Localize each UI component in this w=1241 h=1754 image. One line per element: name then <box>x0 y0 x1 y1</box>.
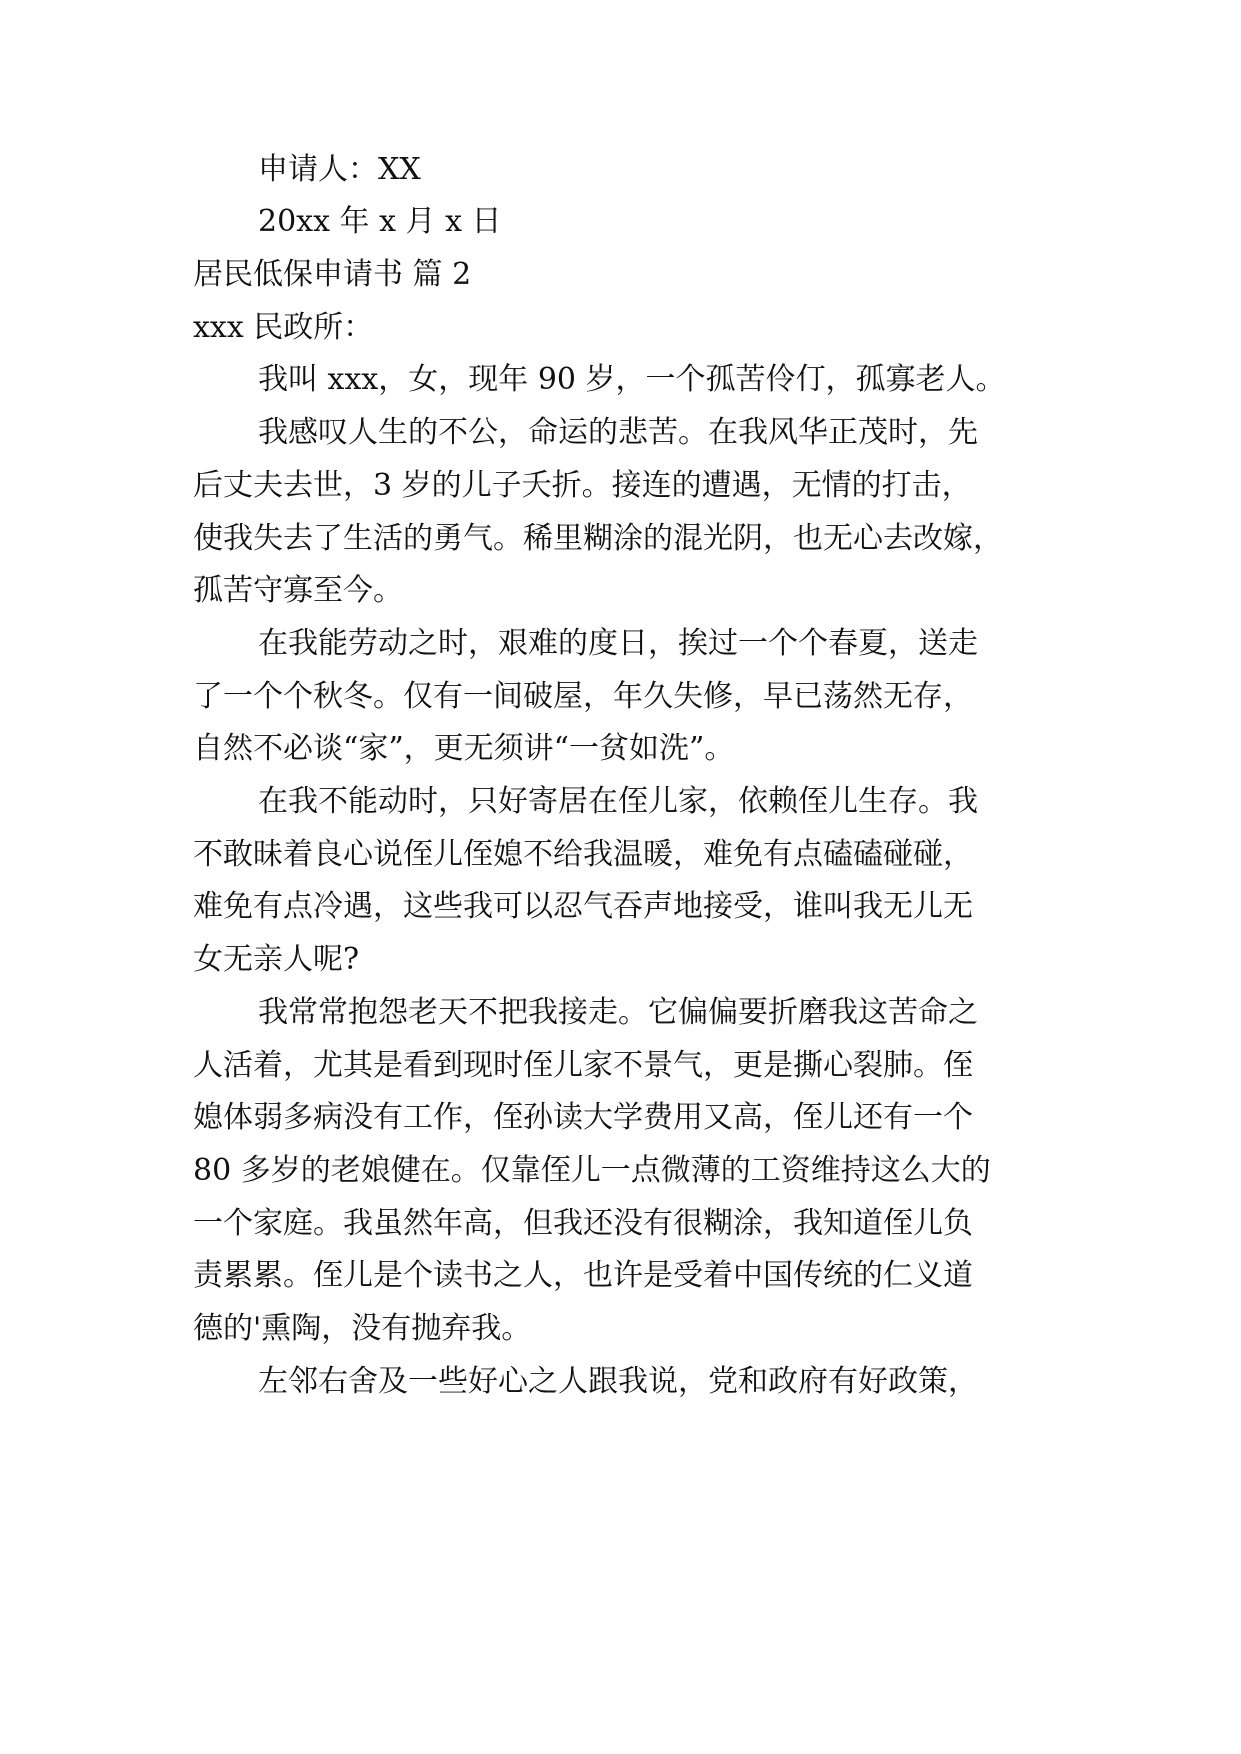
section-heading: 居民低保申请书 篇 2 <box>193 257 472 292</box>
paragraph-line: 责累累。侄儿是个读书之人，也许是受着中国传统的仁义道 <box>193 1258 973 1293</box>
paragraph-line: 孤苦守寡至今。 <box>193 573 403 608</box>
applicant-signature: 申请人：XX <box>258 152 421 187</box>
paragraph-line: 左邻右舍及一些好心之人跟我说，党和政府有好政策， <box>258 1364 978 1399</box>
paragraph-line: 后丈夫去世，3 岁的儿子夭折。接连的遭遇，无情的打击， <box>193 468 972 503</box>
paragraph-line: 一个家庭。我虽然年高，但我还没有很糊涂，我知道侄儿负 <box>193 1206 973 1241</box>
paragraph-line: 了一个个秋冬。仅有一间破屋，年久失修，早已荡然无存， <box>193 679 973 714</box>
paragraph-line: 我感叹人生的不公，命运的悲苦。在我风华正茂时，先 <box>258 415 978 450</box>
paragraph-line: 我叫 xxx，女，现年 90 岁，一个孤苦伶仃，孤寡老人。 <box>258 362 1006 397</box>
paragraph-line: 自然不必谈“家”，更无须讲“一贫如洗”。 <box>193 731 735 766</box>
paragraph-line: 不敢昧着良心说侄儿侄媳不给我温暖，难免有点磕磕碰碰， <box>193 837 973 872</box>
paragraph-line: 难免有点冷遇，这些我可以忍气吞声地接受，谁叫我无儿无 <box>193 889 973 924</box>
paragraph-line: 在我不能动时，只好寄居在侄儿家，依赖侄儿生存。我 <box>258 784 978 819</box>
paragraph-line: 人活着，尤其是看到现时侄儿家不景气，更是撕心裂肺。侄 <box>193 1048 973 1083</box>
paragraph-line: 使我失去了生活的勇气。稀里糊涂的混光阴，也无心去改嫁， <box>193 521 1003 556</box>
salutation: xxx 民政所： <box>193 310 374 345</box>
paragraph-line: 在我能劳动之时，艰难的度日，挨过一个个春夏，送走 <box>258 626 978 661</box>
paragraph-line: 80 多岁的老娘健在。仅靠侄儿一点微薄的工资维持这么大的 <box>193 1153 991 1188</box>
paragraph-line: 我常常抱怨老天不把我接走。它偏偏要折磨我这苦命之 <box>258 995 978 1030</box>
paragraph-line: 德的'熏陶，没有抛弃我。 <box>193 1311 532 1346</box>
signature-date: 20xx 年 x 月 x 日 <box>258 204 502 239</box>
paragraph-line: 媳体弱多病没有工作，侄孙读大学费用又高，侄儿还有一个 <box>193 1100 973 1135</box>
paragraph-line: 女无亲人呢? <box>193 942 360 977</box>
